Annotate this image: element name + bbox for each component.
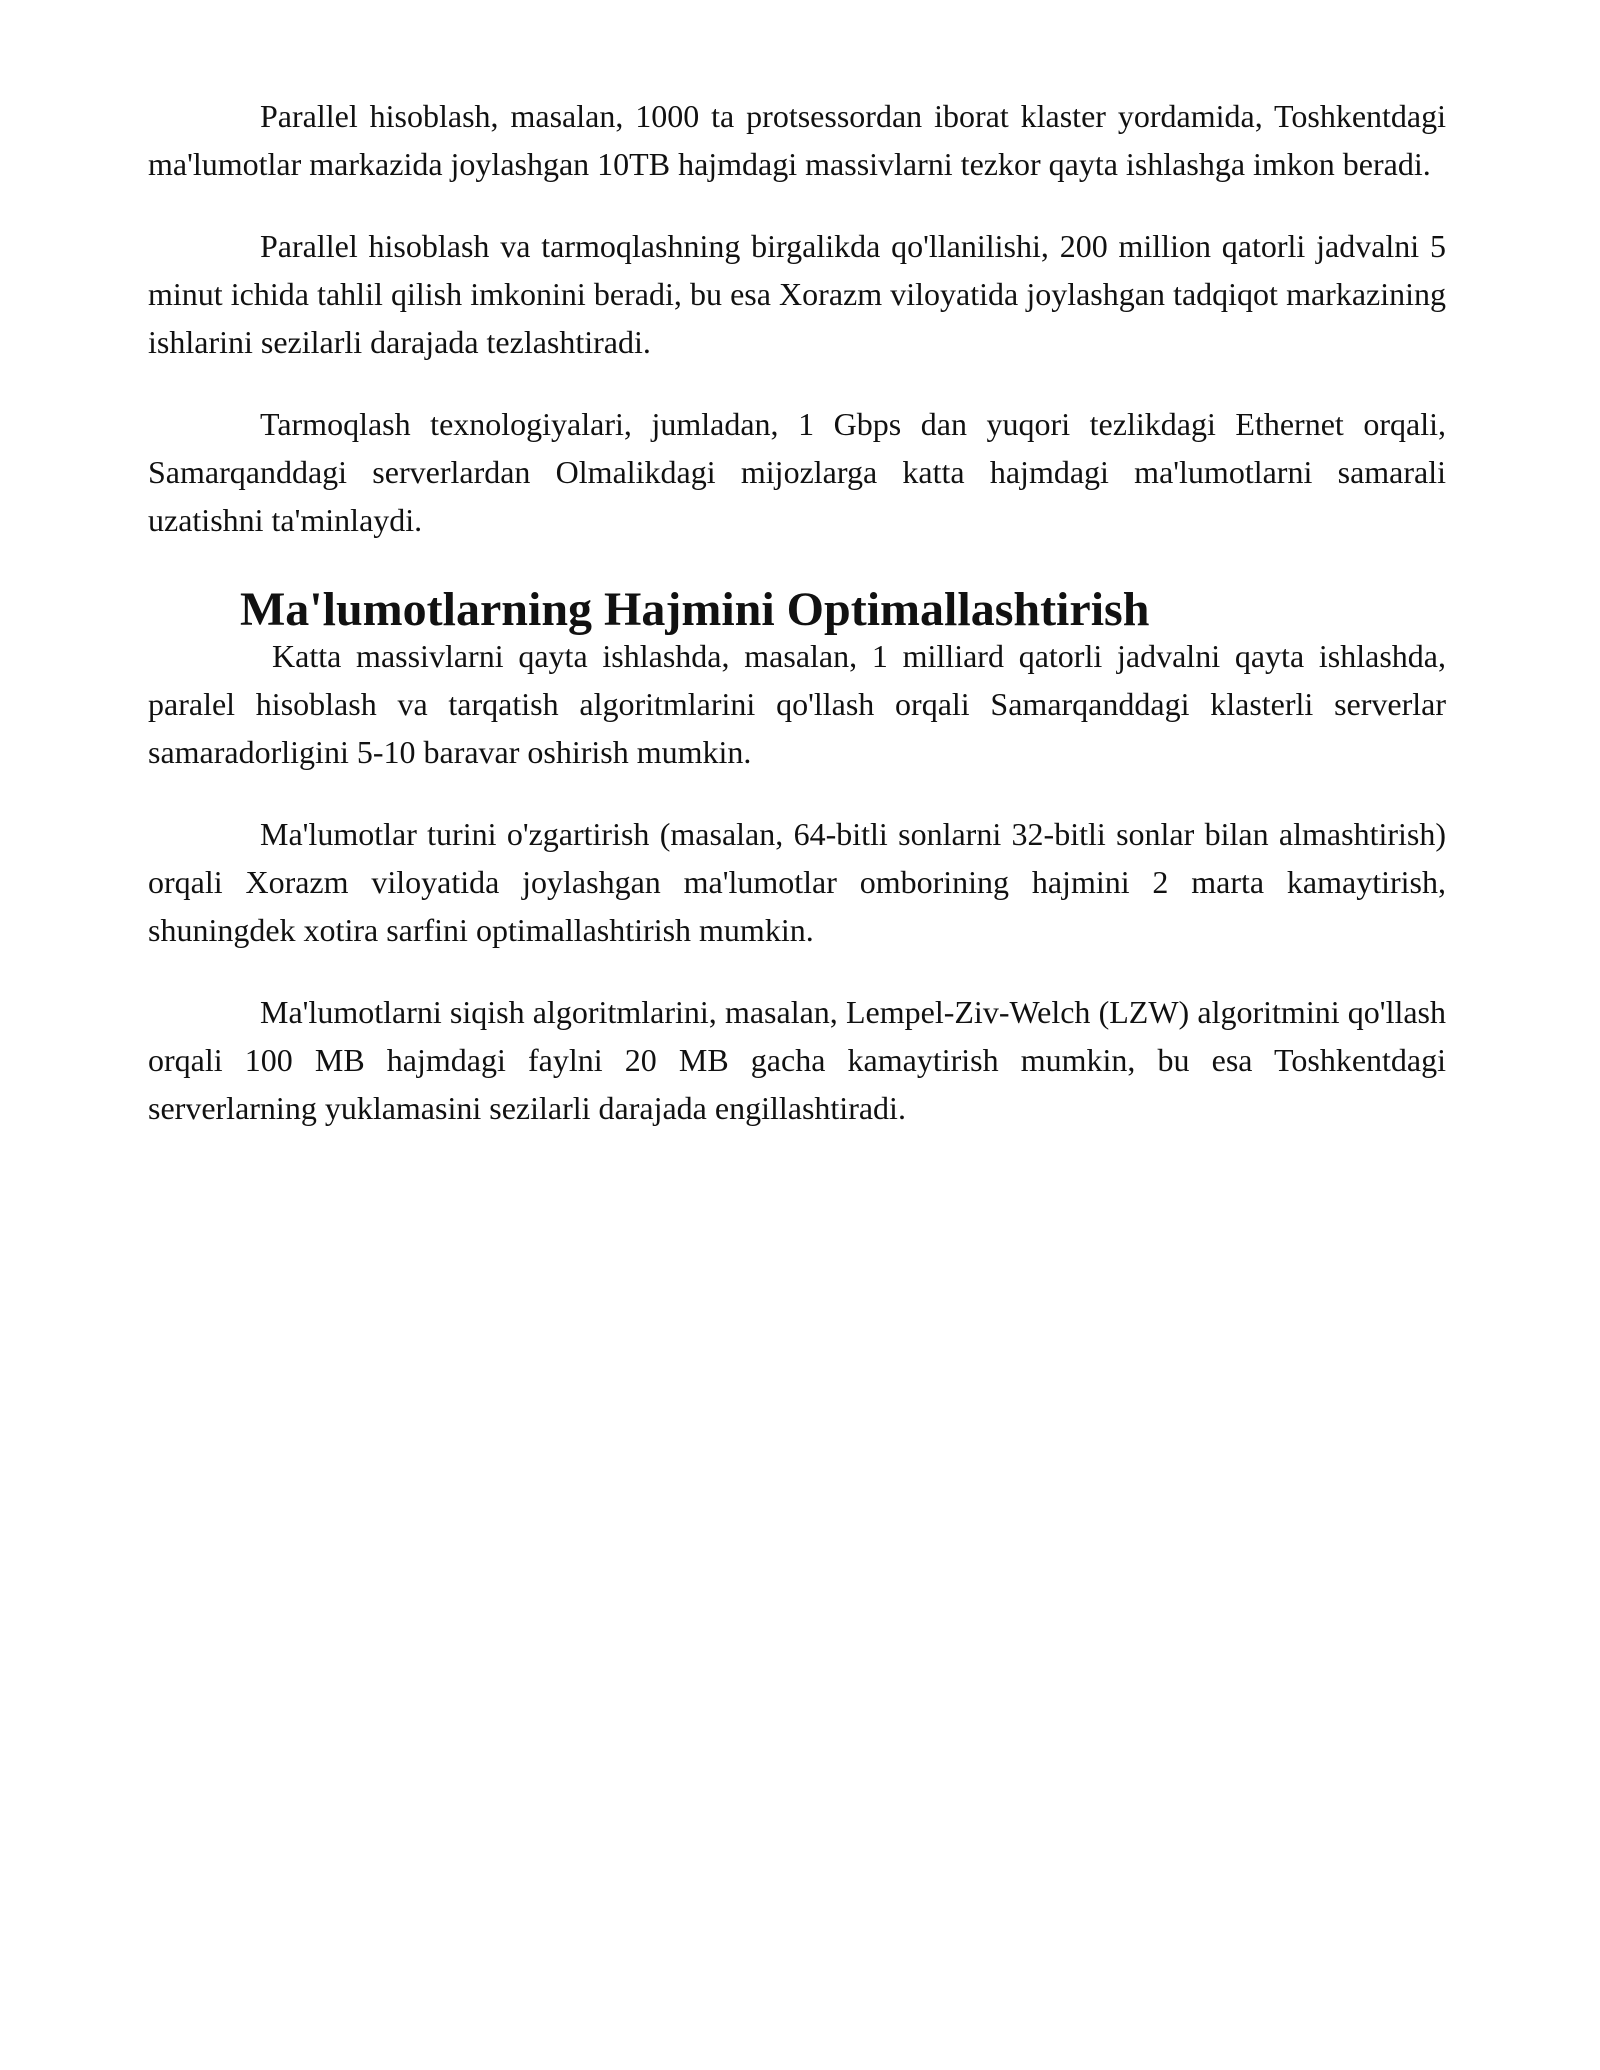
paragraph-compression: Ma'lumotlarni siqish algoritmlarini, masalan, Lempel-Ziv-Welch (LZW) algoritmini qo'llash orqali 100 MB hajmdagi faylni 20 MB gacha kamaytirish mumkin, bu esa Toshkentdagi serverlarning yuklamasini sezilarli darajada engillashtiradi.: [148, 994, 1446, 1126]
paragraph-large-arrays: Katta massivlarni qayta ishlashda, masalan, 1 milliard qatorli jadvalni qayta ishlashda, paralel hisoblash va tarqatish algoritmlarini qo'llash orqali Samarqanddagi klasterli serverlar samaradorligini 5-10 baravar oshirish mumkin.: [148, 638, 1446, 770]
section-heading: Ma'lumotlarning Hajmini Optimallashtirish: [240, 583, 1150, 636]
section-data-optimization: [148, 583, 1446, 1132]
paragraph-networking-technologies: Tarmoqlash texnologiyalari, jumladan, 1 Gbps dan yuqori tezlikdagi Ethernet orqali, Samarqanddagi serverlardan Olmalikdagi mijozlarga katta hajmdagi ma'lumotlarni samarali uzatishni ta'minlaydi.: [148, 406, 1446, 538]
paragraph-parallel-computing: Parallel hisoblash, masalan, 1000 ta protsessordan iborat klaster yordamida, Toshkentdagi ma'lumotlar markazida joylashgan 10TB hajmdagi massivlarni tezkor qayta ishlashga imkon beradi.: [148, 98, 1446, 182]
document-page: [148, 92, 1446, 1132]
paragraph-data-types: Ma'lumotlar turini o'zgartirish (masalan, 64-bitli sonlarni 32-bitli sonlar bilan almashtirish) orqali Xorazm viloyatida joylashgan ma'lumotlar omborining hajmini 2 marta kamaytirish, shuningdek xotira sarfini optimallashtirish mumkin.: [148, 816, 1446, 948]
paragraph-parallel-networking: Parallel hisoblash va tarmoqlashning birgalikda qo'llanilishi, 200 million qatorli jadvalni 5 minut ichida tahlil qilish imkonini beradi, bu esa Xorazm viloyatida joylashgan tadqiqot markazining ishlarini sezilarli darajada tezlashtiradi.: [148, 228, 1446, 360]
